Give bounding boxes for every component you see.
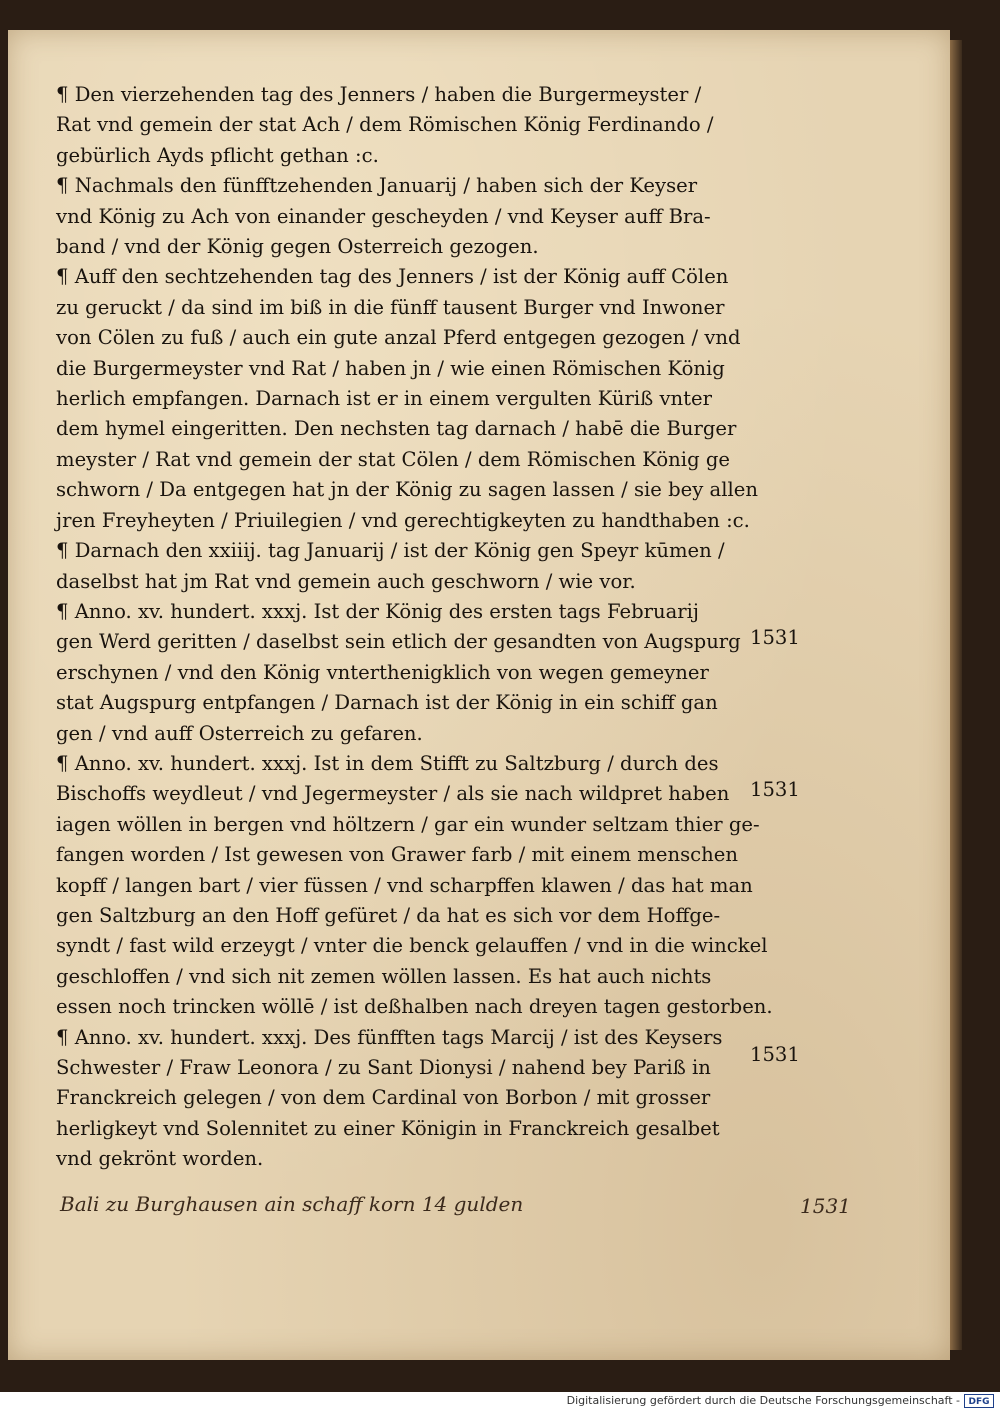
text-line: vnd König zu Ach von einander gescheyden / vnd Keyser auff Bra- [56,204,711,228]
text-line: ¶ Den vierzehenden tag des Jenners / haben die Burgermeyster / [56,83,702,106]
text-line: ¶ Darnach den xxiiij. tag Januarij / ist der König gen Speyr kūmen / [56,539,725,563]
text-line: schworn / Da entgegen hat jn der König zu sagen lassen / sie bey allen [56,478,758,502]
marginal-year: 1531 [750,626,800,649]
text-line: syndt / fast wild erzeygt / vnter die benck gelauffen / vnd in die winckel [56,934,768,958]
text-line: herligkeyt vnd Solennitet zu einer Königin in Franckreich gesalbet [56,1116,720,1140]
text-line: ¶ Nachmals den fünfftzehenden Januarij / haben sich der Keyser [56,174,698,198]
text-line: essen noch trincken wöllē / ist deßhalben nach dreyen tagen gestorben. [56,995,773,1019]
text-line: geschloffen / vnd sich nit zemen wöllen lassen. Es hat auch nichts [56,964,712,988]
handwritten-annotation: Bali zu Burghausen ain schaff korn 14 gulden [60,1192,524,1216]
text-line: dem hymel eingeritten. Den nechsten tag darnach / habē die Burger [56,417,737,441]
printed-text-block [56,80,800,1175]
text-line: zu geruckt / da sind im biß in die fünff tausent Burger vnd Inwoner [56,295,725,319]
marginal-year: 1531 [750,1043,800,1066]
text-line: von Cölen zu fuß / auch ein gute anzal Pferd entgegen gezogen / vnd [56,326,741,350]
text-line: band / vnd der König gegen Osterreich gezogen. [56,235,539,259]
text-line: gen / vnd auff Osterreich zu gefaren. [56,721,423,745]
text-line: ¶ Auff den sechtzehenden tag des Jenners / ist der König auff Cölen [56,265,729,289]
page-edge [950,40,962,1350]
text-line: iagen wöllen in bergen vnd höltzern / gar ein wunder seltzam thier ge- [56,812,760,836]
text-line: herlich empfangen. Darnach ist er in einem vergulten Küriß vnter [56,387,712,411]
text-line: ¶ Anno. xv. hundert. xxxj. Ist der König des ersten tags Februarij [56,599,699,623]
text-line: meyster / Rat vnd gemein der stat Cölen / dem Römischen König ge [56,447,730,471]
text-line: jren Freyheyten / Priuilegien / vnd gerechtigkeyten zu handthaben :c. [56,508,750,532]
text-line: Schwester / Fraw Leonora / zu Sant Dionysi / nahend bey Pariß in [56,1056,711,1079]
text-line: fangen worden / Ist gewesen von Grawer farb / mit einem menschen [56,843,738,867]
text-line: Franckreich gelegen / von dem Cardinal von Borbon / mit grosser [56,1086,711,1110]
footer-bar [0,1392,1000,1411]
text-line: vnd gekrönt worden. [56,1147,264,1171]
text-line: kopff / langen bart / vier füssen / vnd scharpffen klawen / das hat man [56,873,753,897]
dfg-logo: DFG [964,1394,994,1408]
text-line: stat Augspurg entpfangen / Darnach ist der König in ein schiff gan [56,691,718,715]
text-line: Rat vnd gemein der stat Ach / dem Römischen König Ferdinando / [56,113,714,137]
text-line: die Burgermeyster vnd Rat / haben jn / wie einen Römischen König [56,356,725,380]
text-line: erschynen / vnd den König vnterthenigklich von wegen gemeyner [56,660,709,684]
text-line: ¶ Anno. xv. hundert. xxxj. Des fünfften tags Marcij / ist des Keysers [56,1025,723,1049]
text-line: Bischoffs weydleut / vnd Jegermeyster / als sie nach wildpret haben [56,782,730,806]
text-line: gebürlich Ayds pflicht gethan :c. [56,143,379,167]
text-line: ¶ Anno. xv. hundert. xxxj. Ist in dem Stifft zu Saltzburg / durch des [56,751,719,775]
handwritten-year: 1531 [800,1194,851,1218]
footer-credit: Digitalisierung gefördert durch die Deutsche Forschungsgemeinschaft - [566,1394,960,1407]
text-line: gen Saltzburg an den Hoff gefüret / da hat es sich vor dem Hoffge- [56,903,721,927]
text-line: gen Werd geritten / daselbst sein etlich der gesandten von Augspurg [56,630,741,654]
marginal-year: 1531 [750,778,800,801]
text-line: daselbst hat jm Rat vnd gemein auch geschworn / wie vor. [56,569,636,593]
